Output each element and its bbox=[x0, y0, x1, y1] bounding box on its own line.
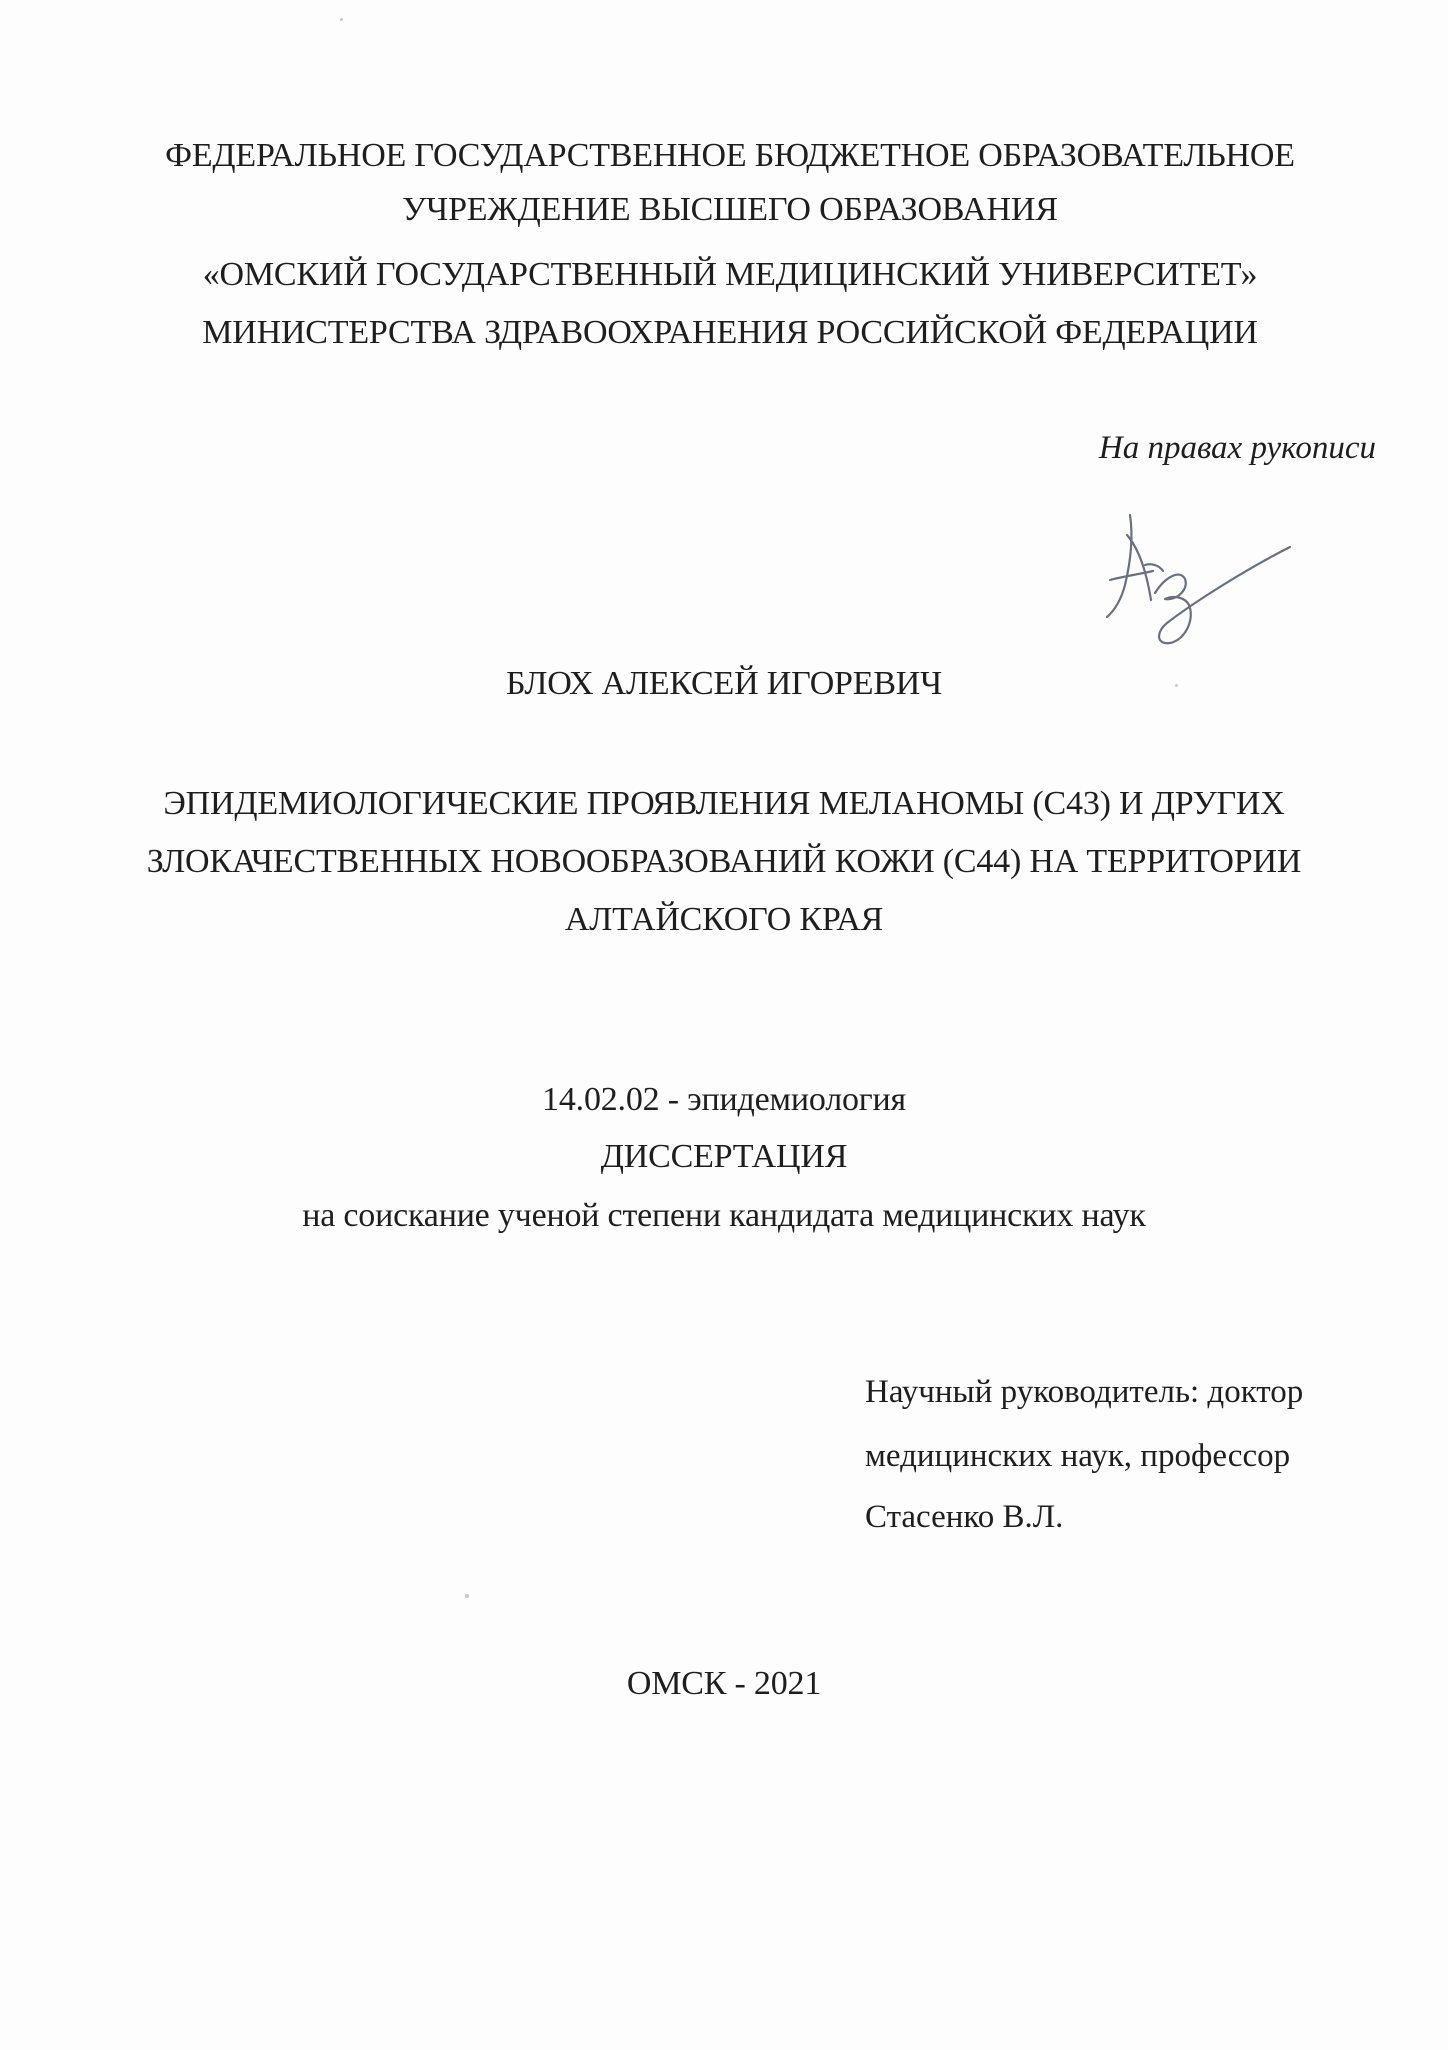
scan-speck bbox=[340, 18, 343, 21]
author-name: БЛОХ АЛЕКСЕЙ ИГОРЕВИЧ bbox=[505, 665, 943, 702]
supervisor-line-1: Научный руководитель: доктор bbox=[865, 1374, 1304, 1410]
org-line-3: «ОМСКИЙ ГОСУДАРСТВЕННЫЙ МЕДИЦИНСКИЙ УНИВЕРСИТЕТ» bbox=[202, 256, 1258, 293]
supervisor-line-2: медицинских наук, профессор bbox=[865, 1438, 1291, 1474]
title-line-2: ЗЛОКАЧЕСТВЕННЫХ НОВООБРАЗОВАНИЙ КОЖИ (С44) НА ТЕРРИТОРИИ bbox=[146, 843, 1302, 880]
scan-speck bbox=[1175, 684, 1178, 687]
title-line-3: АЛТАЙСКОГО КРАЯ bbox=[564, 901, 884, 938]
manuscript-note: На правах рукописи bbox=[1098, 430, 1376, 466]
supervisor-line-3: Стасенко В.Л. bbox=[865, 1499, 1064, 1535]
title-line-1: ЭПИДЕМИОЛОГИЧЕСКИЕ ПРОЯВЛЕНИЯ МЕЛАНОМЫ (С43) И ДРУГИХ bbox=[163, 785, 1285, 822]
org-line-2: УЧРЕЖДЕНИЕ ВЫСШЕГО ОБРАЗОВАНИЯ bbox=[402, 191, 1058, 228]
city-year: ОМСК - 2021 bbox=[626, 1665, 822, 1702]
org-line-4: МИНИСТЕРСТВА ЗДРАВООХРАНЕНИЯ РОССИЙСКОЙ ФЕДЕРАЦИИ bbox=[202, 314, 1258, 351]
scan-speck bbox=[465, 1594, 469, 1598]
work-type: ДИССЕРТАЦИЯ bbox=[600, 1138, 848, 1175]
degree: на соискание ученой степени кандидата медицинских наук bbox=[302, 1197, 1146, 1234]
handwritten-signature-icon bbox=[1085, 505, 1295, 655]
specialty: 14.02.02 - эпидемиология bbox=[542, 1081, 906, 1118]
org-line-1: ФЕДЕРАЛЬНОЕ ГОСУДАРСТВЕННОЕ БЮДЖЕТНОЕ ОБРАЗОВАТЕЛЬНОЕ bbox=[165, 137, 1295, 174]
